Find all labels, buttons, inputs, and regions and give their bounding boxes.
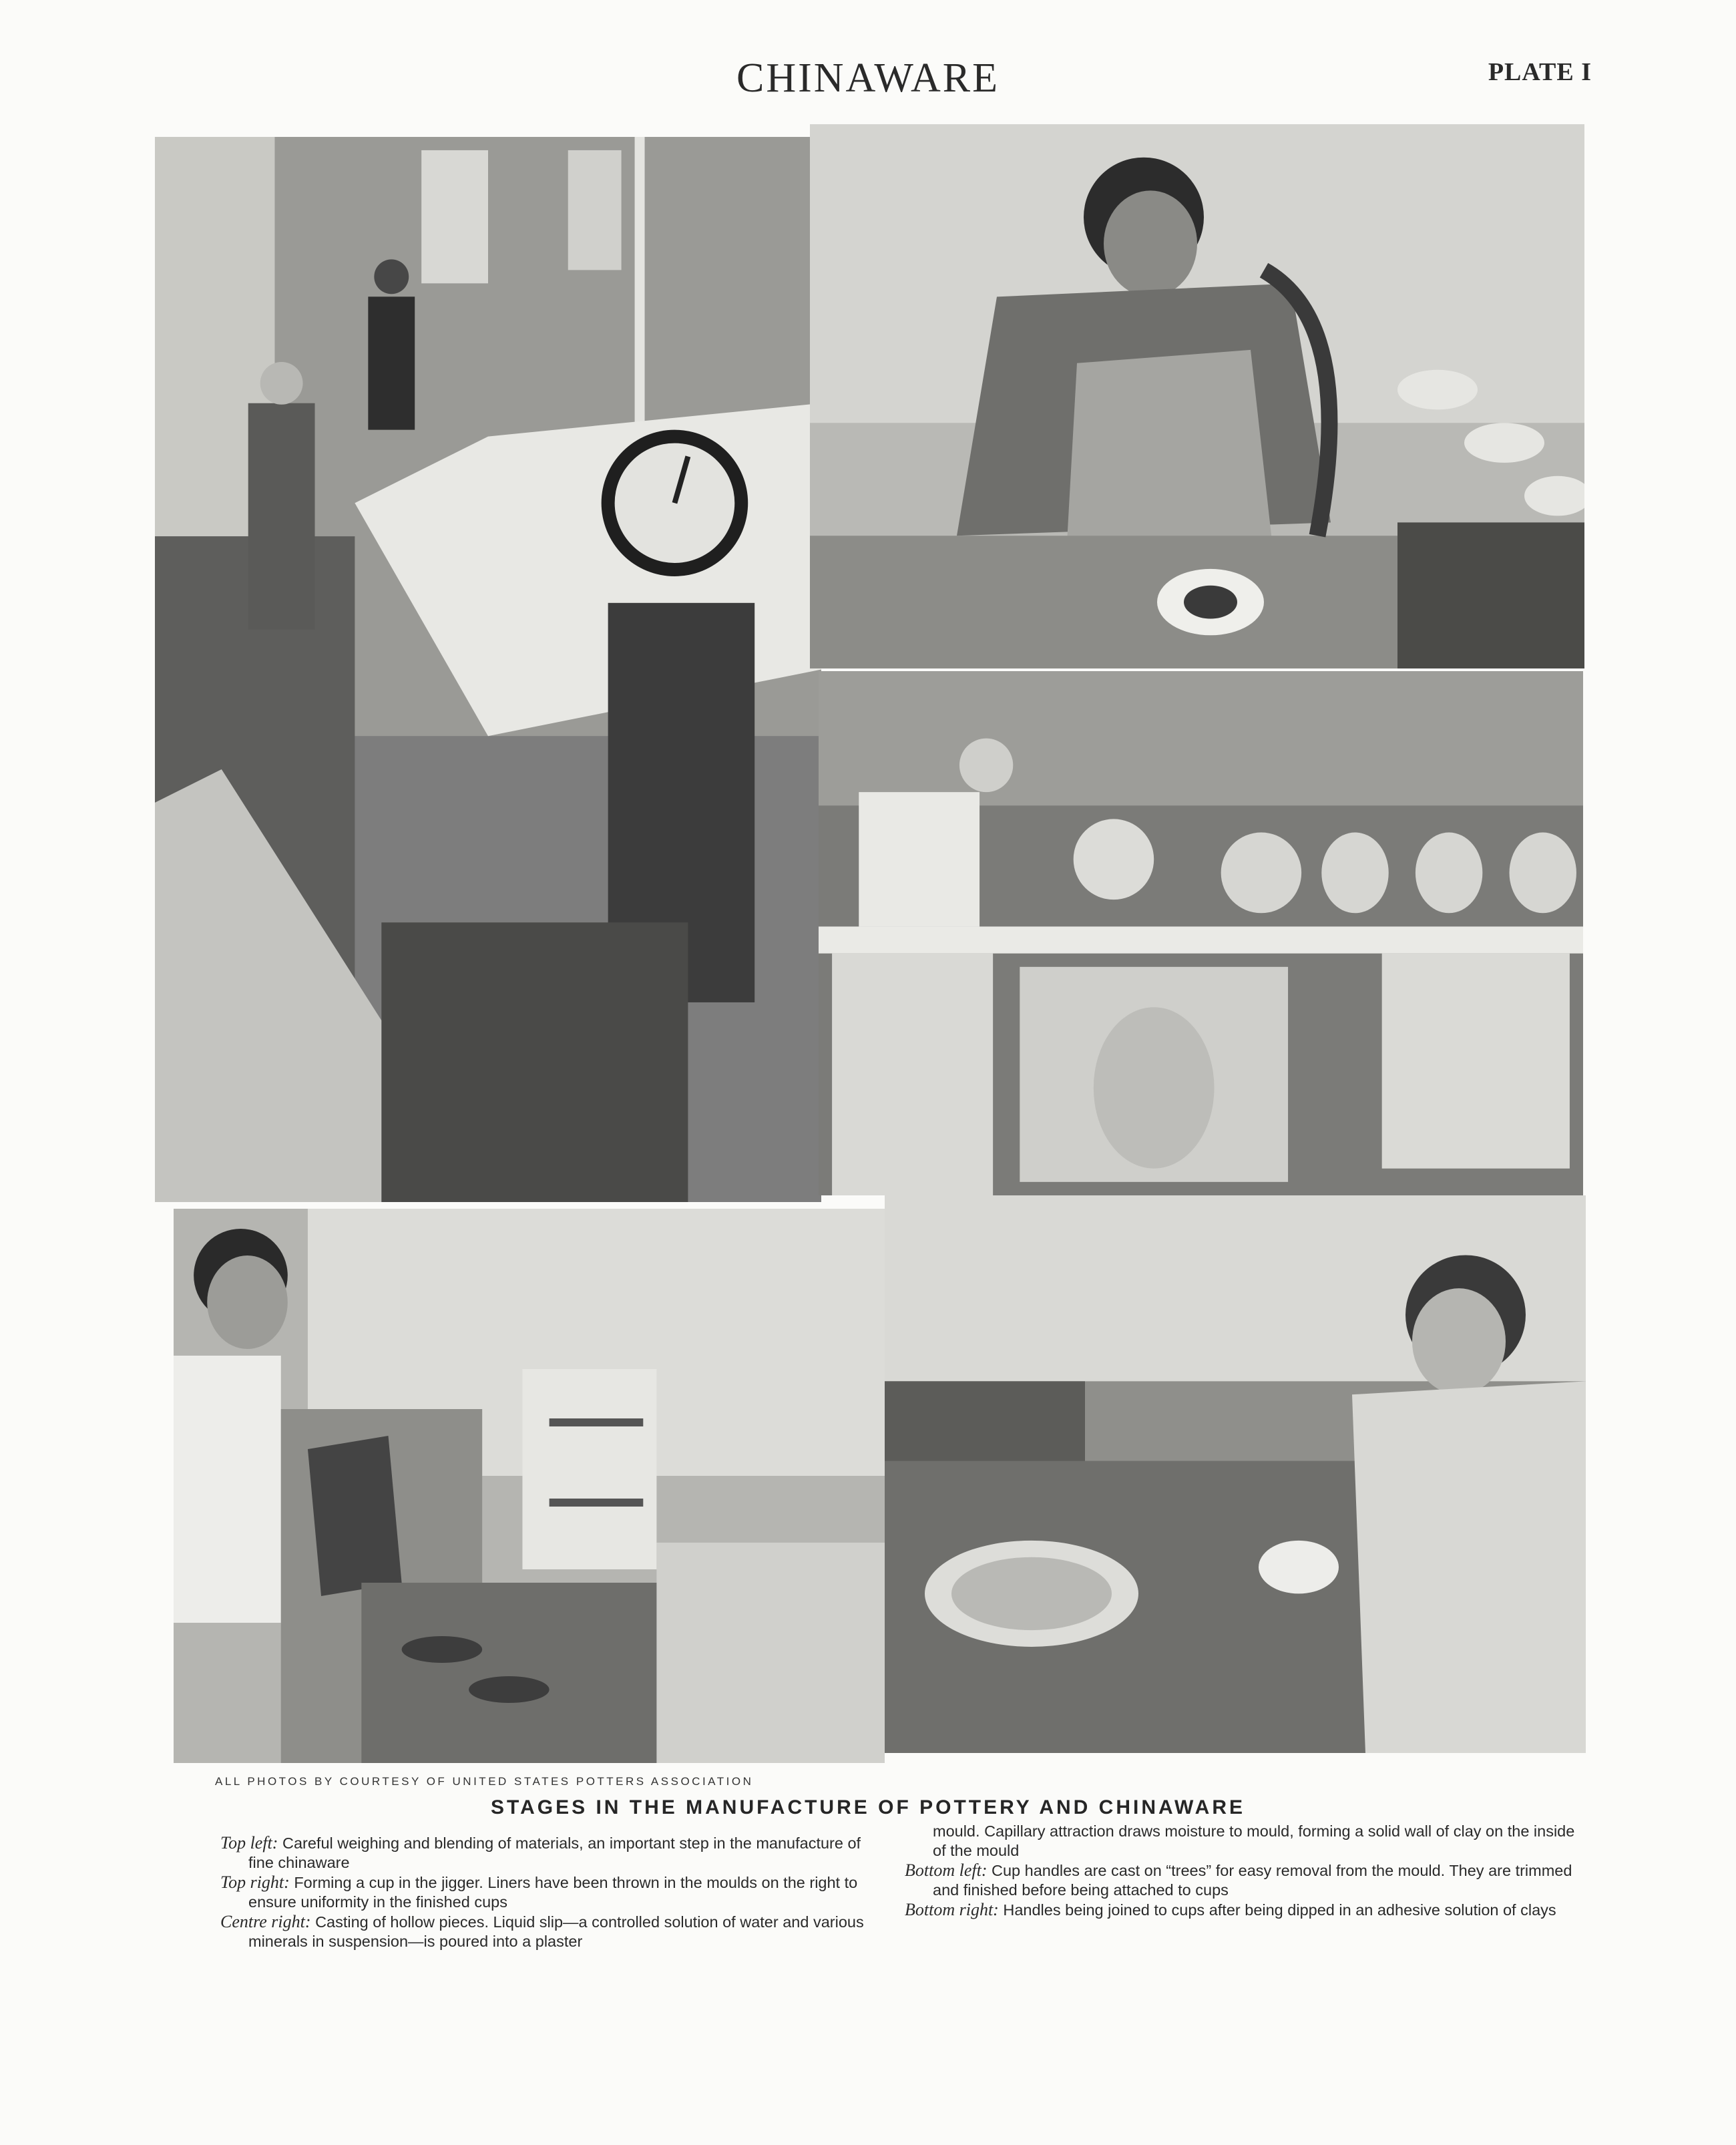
caption-bottom-left: [905, 1861, 1579, 1900]
caption-label: Top left:: [220, 1833, 278, 1852]
caption-label: Top right:: [220, 1873, 290, 1892]
caption-label: Bottom left:: [905, 1861, 988, 1880]
caption-text: Cup handles are cast on “trees” for easy removal from the mould. They are trimmed and finished before being attached to cups: [933, 1862, 1572, 1899]
caption-label: Bottom right:: [905, 1900, 999, 1919]
caption-top-right: [220, 1873, 875, 1912]
caption-text: Forming a cup in the jigger. Liners have been thrown in the moulds on the right to ensure uniformity in the finished cups: [248, 1874, 858, 1911]
photo-credit: ALL PHOTOS BY COURTESY OF UNITED STATES POTTERS ASSOCIATION: [215, 1775, 754, 1788]
plate-number: PLATE I: [1488, 58, 1592, 86]
photo-top-right: [810, 124, 1584, 668]
caption-centre-right: [220, 1912, 875, 1951]
caption-label: Centre right:: [220, 1912, 311, 1931]
caption-text: Handles being joined to cups after being dipped in an adhesive solution of clays: [1003, 1901, 1556, 1919]
caption-text: Careful weighing and blending of materials, an important step in the manufacture of fine chinaware: [248, 1834, 861, 1871]
captions-right-column: [905, 1822, 1579, 1920]
caption-text: Casting of hollow pieces. Liquid slip—a controlled solution of water and various minerals in suspension—is poured into a plaster: [248, 1913, 864, 1950]
captions-left-column: [220, 1833, 875, 1951]
photo-bottom-left: [174, 1209, 885, 1763]
photo-top-left: [155, 137, 821, 1202]
plate-heading: STAGES IN THE MANUFACTURE OF POTTERY AND CHINAWARE: [490, 1796, 1246, 1818]
page-title: CHINAWARE: [736, 55, 1000, 101]
caption-bottom-right: [905, 1900, 1579, 1920]
photo-bottom-right: [885, 1195, 1586, 1753]
photo-centre-right: [819, 671, 1583, 1195]
caption-top-left: [220, 1833, 875, 1873]
caption-centre-right-continued: mould. Capillary attraction draws moisture to mould, forming a solid wall of clay on the inside of the mould: [933, 1822, 1575, 1859]
